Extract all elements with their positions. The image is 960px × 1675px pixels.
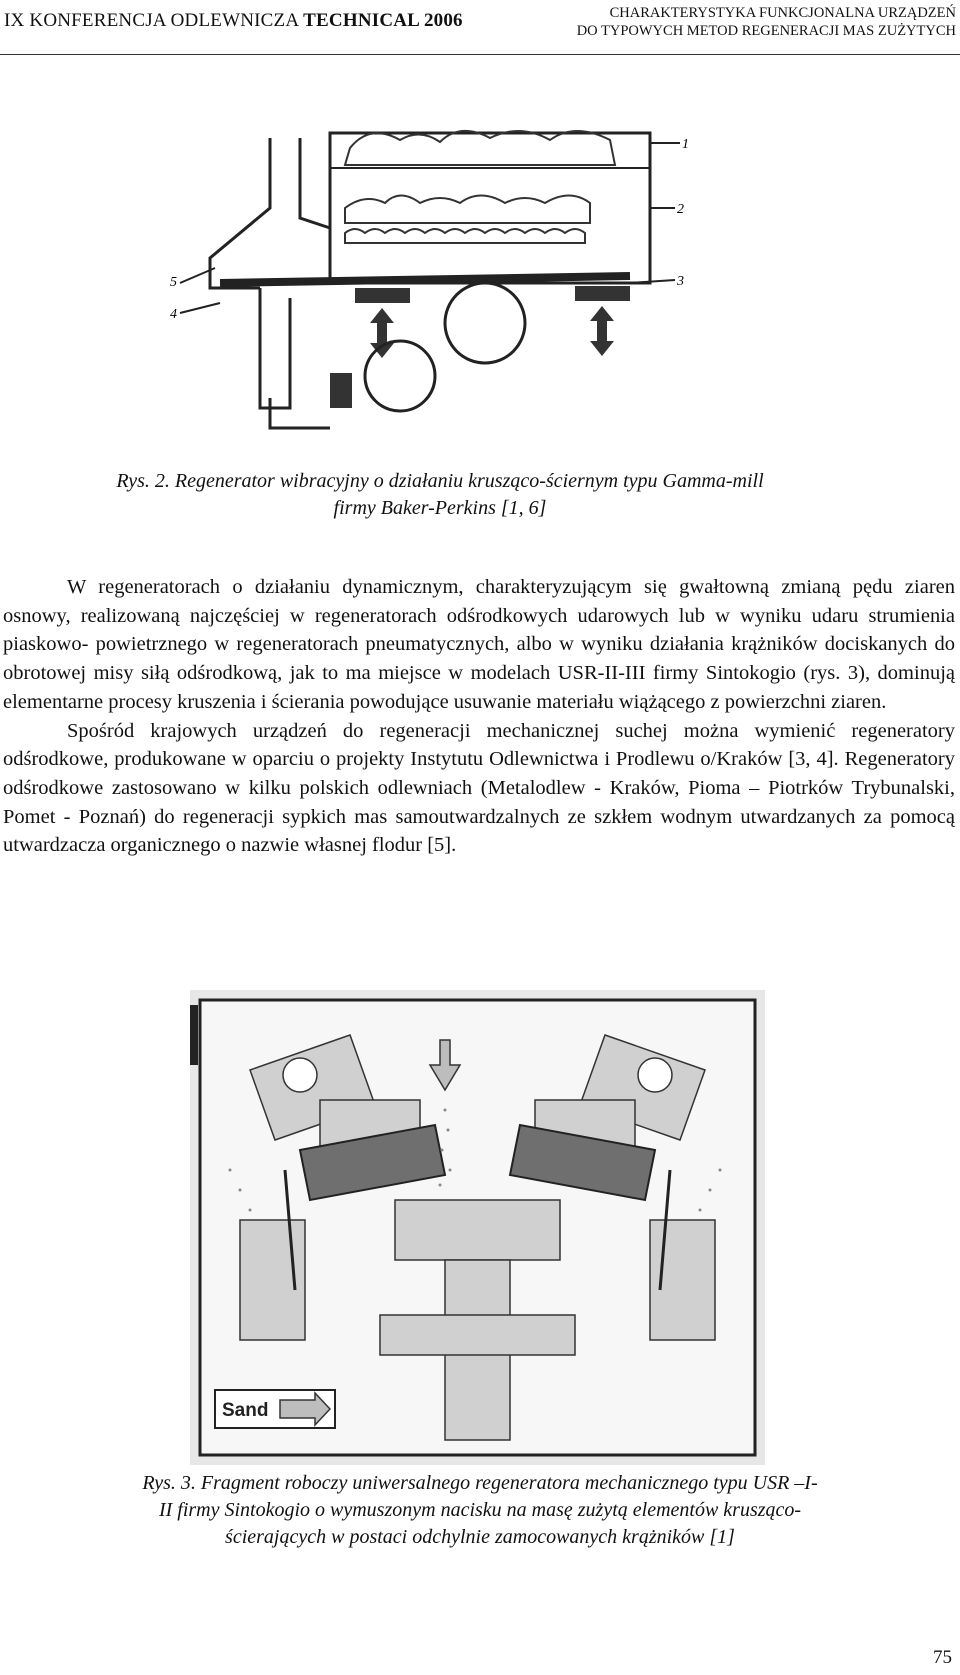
figure1-caption-line2: firmy Baker-Perkins [1, 6]	[333, 497, 547, 519]
conference-prefix: IX KONFERENCJA ODLEWNICZA	[4, 10, 304, 31]
figure1-caption-line1: Rys. 2. Regenerator wibracyjny o działaniu krusząco-ściernym typu Gamma-mill	[116, 470, 764, 492]
figure1-caption	[60, 468, 820, 522]
figure2-caption-line2: II firmy Sintokogio o wymuszonym nacisku na masę zużytą elementów krusząco-	[158, 1499, 802, 1521]
fig1-label-2: 2	[677, 202, 684, 217]
running-title-line1: CHARAKTERYSTYKA FUNKCJONALNA URZĄDZEŃ	[609, 5, 956, 21]
figure2-caption-line1: Rys. 3. Fragment roboczy uniwersalnego regeneratora mechanicznego typu USR –I-	[142, 1472, 818, 1494]
conference-name	[4, 10, 463, 32]
running-title	[577, 4, 956, 40]
fig1-label-1: 1	[682, 137, 689, 152]
fig1-label-5: 5	[170, 275, 177, 290]
sand-label: Sand	[222, 1400, 269, 1421]
paragraph-1: W regeneratorach o działaniu dynamicznym, charakteryzującym się gwałtowną zmianą pędu ziaren osnowy, realizowaną najczęściej w regeneratorach odśrodkowych udarowych lub w wyniku udaru strumienia piaskowo- powietrznego w regeneratorach pneumatycznych, albo w wyniku działania krążników dociskanych do obrotowej misy siłą odśrodkową, jak to ma miejsce w modelach USR-II-III firmy Sintokogio (rys. 3), dominują elementarne procesy kruszenia i ścierania powodujące usuwanie materiału wiążącego z powierzchni ziaren.	[3, 576, 955, 713]
figure2-caption	[55, 1470, 905, 1551]
page-header	[0, 0, 960, 55]
fig1-label-3: 3	[677, 274, 684, 289]
page-number: 75	[933, 1647, 952, 1668]
body-text	[3, 573, 955, 860]
conference-bold: TECHNICAL 2006	[303, 10, 463, 31]
paragraph-2: Spośród krajowych urządzeń do regeneracji mechanicznej suchej można wymienić regeneratory odśrodkowe, produkowane w oparciu o projekty Instytutu Odlewnictwa i Prodlewu o/Kraków [3, 4]. Regeneratory odśrodkowe zastosowano w kilku polskich odlewniach (Metalodlew - Kraków, Pioma – Piotrków Trybunalski, Pomet - Poznań) do regeneracji sypkich mas samoutwardzalnych ze szkłem wodnym utwardzanych za pomocą utwardzacza organicznego o nazwie własnej flodur [5].	[3, 719, 955, 857]
fig1-label-4: 4	[170, 307, 177, 322]
figure-usr-regenerator-diagram	[190, 990, 765, 1465]
running-title-line2: DO TYPOWYCH METOD REGENERACJI MAS ZUŻYTYCH	[576, 23, 956, 39]
figure-gamma-mill-diagram	[170, 108, 690, 458]
figure2-caption-line3: ścierających w postaci odchylnie zamocowanych krążników [1]	[225, 1526, 735, 1548]
